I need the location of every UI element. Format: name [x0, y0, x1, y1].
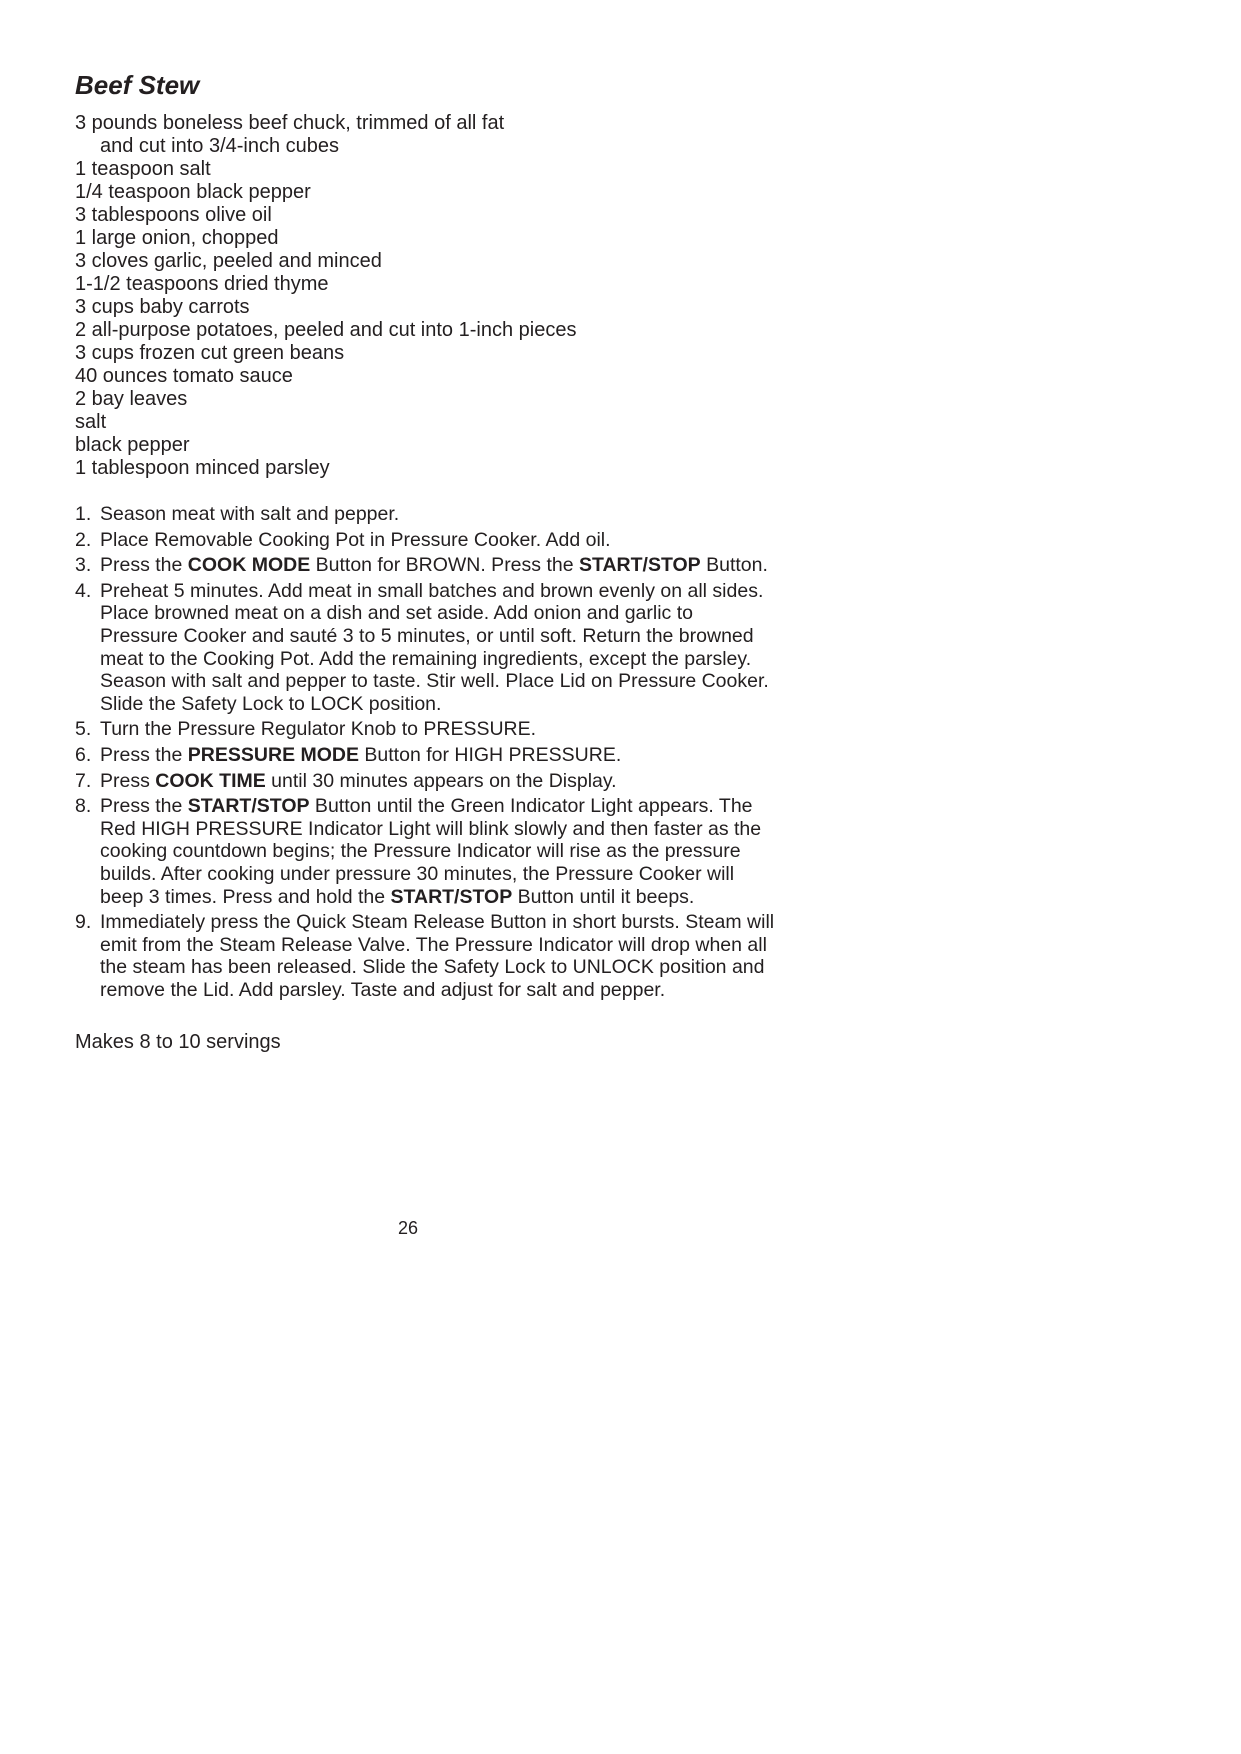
instruction-step — [75, 770, 775, 793]
ingredient-text: 3 cups frozen cut green beans — [75, 342, 345, 364]
button-name: COOK TIME — [155, 769, 266, 792]
ingredient-text: salt — [75, 411, 107, 433]
step-text-segment: Press the — [100, 795, 188, 818]
step-text — [100, 554, 768, 576]
ingredient-list — [75, 112, 775, 480]
ingredient-item — [75, 411, 775, 434]
step-number: 7. — [75, 769, 92, 792]
button-name: START/STOP — [187, 795, 310, 818]
ingredient-text: 1/4 teaspoon black pepper — [75, 181, 311, 203]
step-text — [100, 744, 621, 766]
ingredient-item — [75, 273, 775, 296]
step-text — [100, 580, 769, 715]
ingredient-text: 3 pounds boneless beef chuck, trimmed of all fat — [75, 112, 505, 134]
step-text-segment: Immediately press the Quick Steam Release Button in short bursts. Steam will emit from the Steam Release Valve. The Pressure Indicator will drop when all the steam has been released. Slide the Safety Lock to UNLOCK position and remove the Lid. Add parsley. Taste and adjust for salt and pepper. — [100, 911, 775, 1001]
ingredient-text: 3 cloves garlic, peeled and minced — [75, 250, 382, 272]
step-text — [100, 770, 617, 792]
step-number: 3. — [75, 554, 92, 577]
button-name: START/STOP — [390, 885, 513, 908]
ingredient-text: 1 tablespoon minced parsley — [75, 457, 330, 479]
step-text — [100, 795, 761, 907]
step-text-segment: Preheat 5 minutes. Add meat in small batches and brown evenly on all sides. Place browned meat on a dish and set aside. Add onion and garlic to Pressure Cooker and sauté 3 to 5 minutes, or until soft. Return the browned meat to the Cooking Pot. Add the remaining ingredients, except the parsley. Season with salt and pepper to taste. Stir well. Place Lid on Pressure Cooker. Slide the Safety Lock to LOCK position. — [100, 579, 769, 715]
ingredient-item — [75, 434, 775, 457]
ingredient-item — [75, 112, 775, 158]
ingredient-item — [75, 457, 775, 480]
recipe-yield: Makes 8 to 10 servings — [75, 1031, 281, 1054]
recipe-title: Beef Stew — [75, 70, 200, 100]
step-text-segment: Button. — [700, 554, 768, 577]
ingredient-continuation: and cut into 3/4-inch cubes — [100, 135, 340, 157]
button-name: COOK MODE — [187, 554, 311, 577]
ingredient-text: 40 ounces tomato sauce — [75, 365, 293, 387]
step-text-segment: Season meat with salt and pepper. — [100, 503, 400, 525]
step-text-segment: Button until it beeps. — [512, 885, 695, 908]
step-text — [100, 718, 536, 740]
step-text-segment: Place Removable Cooking Pot in Pressure Cooker. Add oil. — [100, 528, 611, 551]
step-text-segment: Press the — [100, 743, 188, 766]
step-number: 5. — [75, 718, 92, 741]
step-number: 8. — [75, 795, 92, 818]
ingredient-item — [75, 342, 775, 365]
page-number: 26 — [398, 1218, 419, 1238]
ingredient-text: 2 all-purpose potatoes, peeled and cut into 1-inch pieces — [75, 319, 577, 341]
step-number: 2. — [75, 528, 92, 551]
step-text-segment: Button for HIGH PRESSURE. — [359, 743, 622, 766]
recipe-page — [75, 70, 775, 1054]
ingredient-text: 3 cups baby carrots — [75, 296, 250, 318]
button-name: START/STOP — [578, 554, 701, 577]
instruction-step — [75, 529, 775, 552]
instruction-list — [75, 503, 775, 1001]
step-text-segment: Press — [100, 769, 156, 792]
step-text-segment: Turn the Pressure Regulator Knob to PRESSURE. — [100, 718, 537, 741]
ingredient-text: 1-1/2 teaspoons dried thyme — [75, 273, 329, 295]
ingredient-item — [75, 319, 775, 342]
ingredient-text: black pepper — [75, 434, 190, 456]
ingredient-item — [75, 158, 775, 181]
ingredient-text: 1 large onion, chopped — [75, 227, 279, 249]
ingredient-item — [75, 204, 775, 227]
step-text-segment: Button for BROWN. Press the — [310, 554, 579, 577]
instruction-step — [75, 580, 775, 716]
instruction-step — [75, 744, 775, 767]
step-text — [100, 529, 611, 551]
ingredient-text: 1 teaspoon salt — [75, 158, 211, 180]
instruction-step — [75, 718, 775, 741]
instruction-step — [75, 911, 775, 1001]
step-text-segment: Press the — [100, 554, 188, 577]
ingredient-item — [75, 388, 775, 411]
step-text — [100, 503, 399, 525]
step-text-segment: until 30 minutes appears on the Display. — [265, 769, 617, 792]
ingredient-text: 2 bay leaves — [75, 388, 188, 410]
ingredient-item — [75, 250, 775, 273]
step-text — [100, 911, 774, 1001]
ingredient-text: 3 tablespoons olive oil — [75, 204, 272, 226]
step-number: 6. — [75, 743, 92, 766]
button-name: PRESSURE MODE — [187, 743, 359, 766]
step-number: 1. — [75, 503, 92, 525]
instruction-step — [75, 554, 775, 577]
step-text-segment: Button until the Green Indicator Light appears. The Red HIGH PRESSURE Indicator Light will blink slowly and then faster as the cooking countdown begins; the Pressure Indicator will rise as the pressure builds. After cooking under pressure 30 minutes, the Pressure Cooker will beep 3 times. Press and hold the — [100, 795, 762, 908]
instruction-step — [75, 795, 775, 908]
step-number: 9. — [75, 911, 92, 934]
instruction-step — [75, 503, 775, 526]
ingredient-item — [75, 365, 775, 388]
ingredient-item — [75, 181, 775, 204]
step-number: 4. — [75, 579, 92, 602]
ingredient-item — [75, 227, 775, 250]
ingredient-item — [75, 296, 775, 319]
